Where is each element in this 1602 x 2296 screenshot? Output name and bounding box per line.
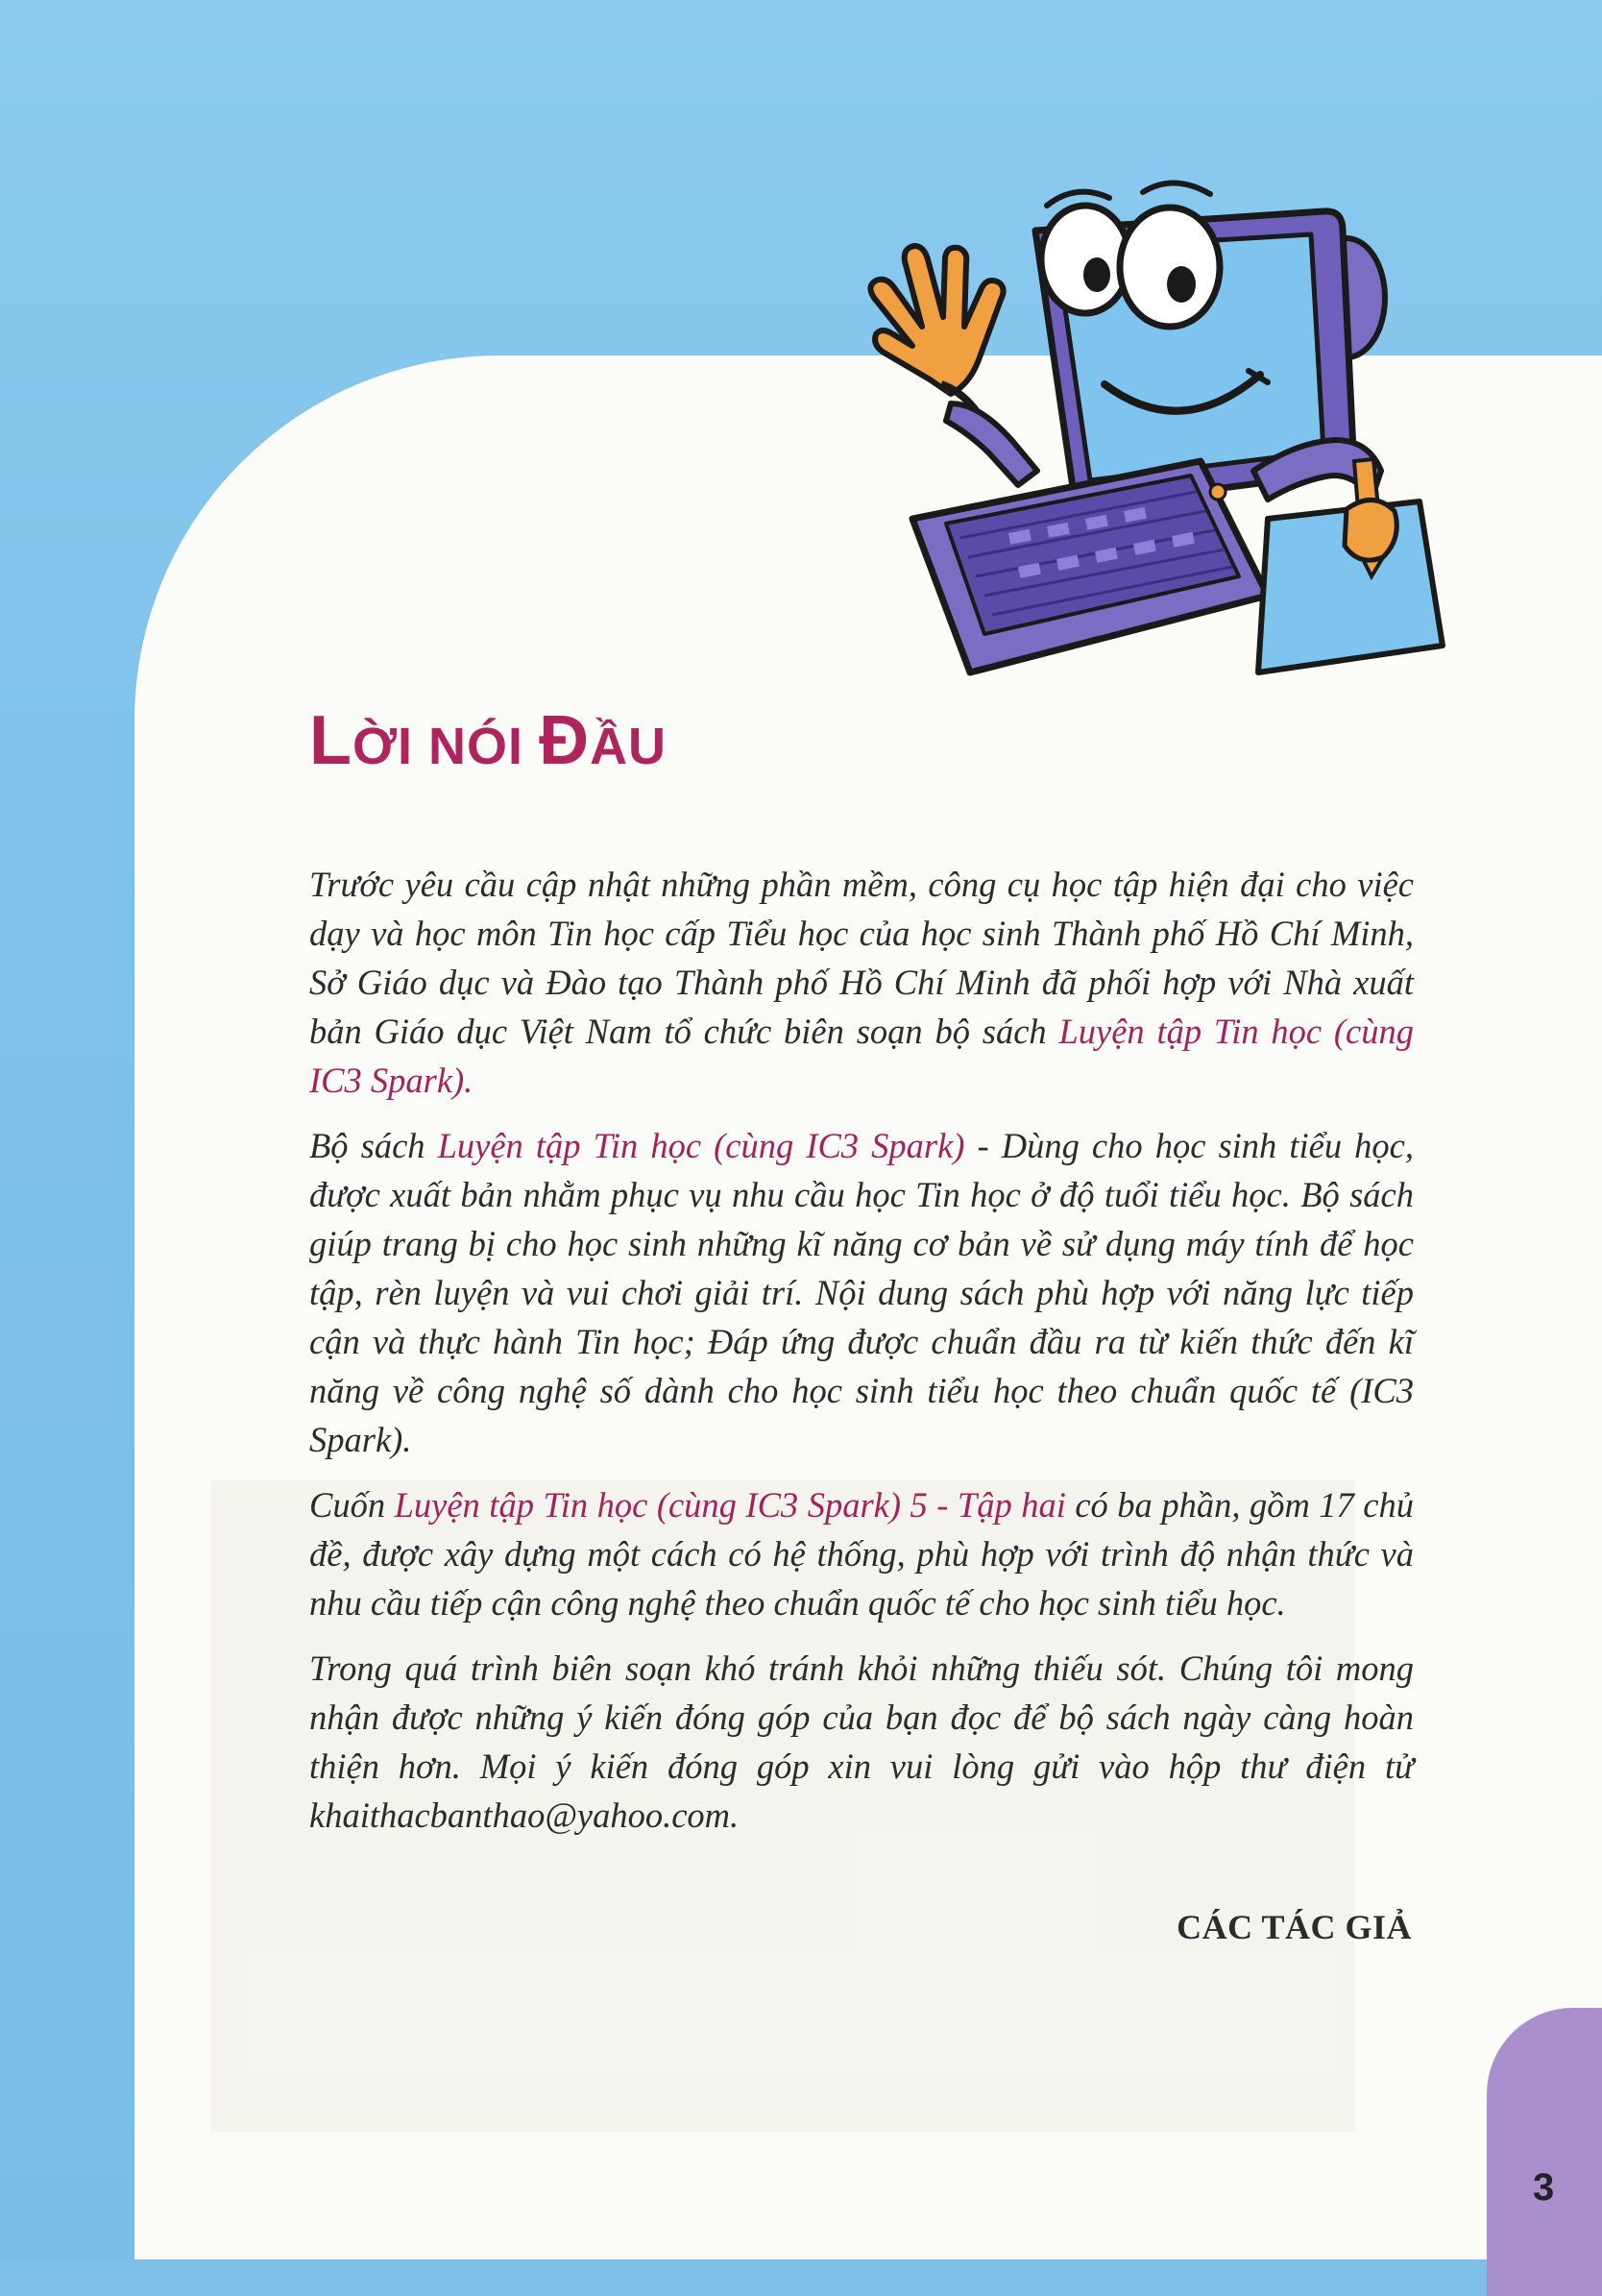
pencil-paper-icon (1253, 440, 1443, 672)
title-text: ẦU (590, 718, 668, 775)
paragraph-text: Trước yêu cầu cập nhật những phần mềm, công cụ học tập hiện đại cho việc dạy và học môn Tin học cấp Tiểu học của học sinh Thành phố Hồ Chí Minh, Sở Giáo dục và Đào tạo Thành phố Hồ Chí Minh đã phối hợp với Nhà xuất bản Giáo dục Việt Nam tổ chức biên soạn bộ sách (309, 865, 1414, 1051)
paragraph-text: - Dùng cho học sinh tiểu học, được xuất bản nhằm phục vụ nhu cầu học Tin học ở độ tuổi tiểu học. Bộ sách giúp trang bị cho học sinh những kĩ năng cơ bản về sử dụng máy tính để học tập, rèn luyện và vui chơi giải trí. Nội dung sách phù hợp với năng lực tiếp cận và thực hành Tin học; Đáp ứng được chuẩn đầu ra từ kiến thức đến kĩ năng về công nghệ số dành cho học sinh tiểu học theo chuẩn quốc tế (IC3 Spark). (309, 1126, 1415, 1459)
title-text: ỜI NÓI (352, 718, 540, 775)
preface-body (309, 860, 1414, 1856)
paragraph (309, 860, 1414, 1105)
paragraph (309, 1121, 1414, 1464)
book-title-highlight: Luyện tập Tin học (cùng IC3 Spark). (309, 1012, 1415, 1100)
book-title-highlight: Luyện tập Tin học (cùng IC3 Spark) (437, 1126, 965, 1165)
title-letter: Đ (539, 702, 591, 779)
laptop-mascot-icon (816, 154, 1469, 692)
page-title (309, 702, 668, 779)
book-title-highlight: Luyện tập Tin học (cùng IC3 Spark) 5 - Tập hai (394, 1485, 1066, 1525)
paragraph-text: Bộ sách (309, 1126, 438, 1165)
laptop-keyboard (912, 461, 1268, 672)
paragraph-text: Trong quá trình biên soạn khó tránh khỏi những thiếu sót. Chúng tôi mong nhận được những ý kiến đóng góp của bạn đọc để bộ sách ngày càng hoàn thiện hơn. Mọi ý kiến đóng góp xin vui lòng gửi vào hộp thư điện tử khaithacbanthao@yahoo.com. (309, 1649, 1414, 1835)
paragraph-text: có ba phần, gồm 17 chủ đề, được xây dựng một cách có hệ thống, phù hợp với trình độ nhận thức và nhu cầu tiếp cận công nghệ theo chuẩn quốc tế cho học sinh tiểu học. (309, 1485, 1414, 1623)
page-number: 3 (1533, 2166, 1555, 2209)
waving-hand-icon (870, 246, 1037, 485)
page-number-tab (1487, 2008, 1602, 2296)
paragraph (309, 1480, 1414, 1627)
paragraph-text: Cuốn (309, 1485, 395, 1525)
paragraph (309, 1644, 1414, 1840)
author-signature: CÁC TÁC GIẢ (1177, 1908, 1412, 1946)
title-letter: L (309, 702, 352, 779)
